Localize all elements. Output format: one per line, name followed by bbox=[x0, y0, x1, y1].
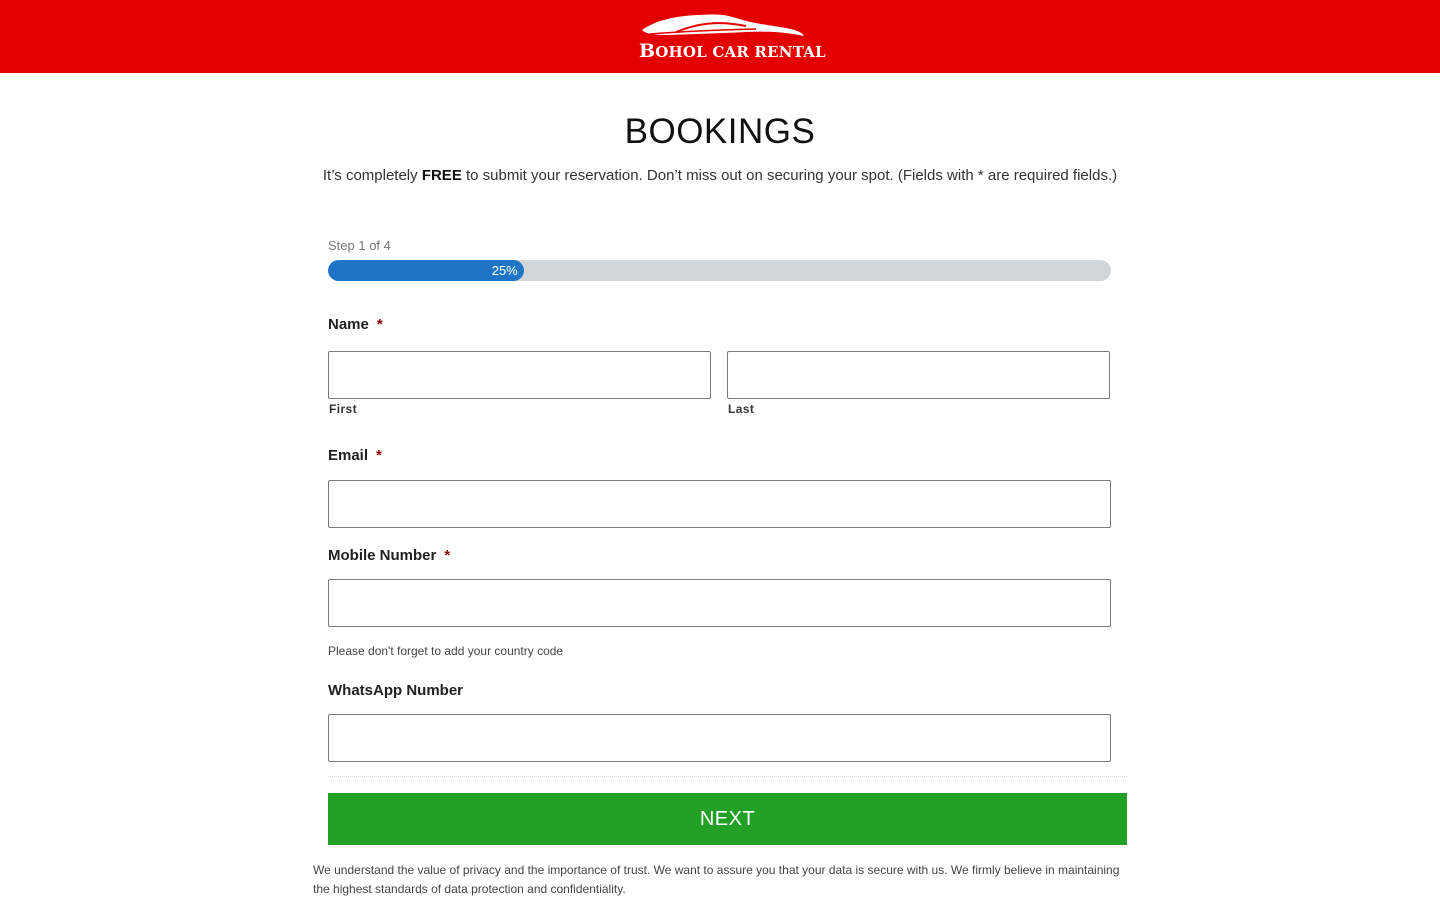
privacy-notice: We understand the value of privacy and the importance of trust. We want to assure you that your data is secure with us. We firmly believe in maintaining the highest standards of data protection and confidentiality. bbox=[313, 863, 1120, 896]
form-divider bbox=[328, 776, 1127, 777]
mobile-help-text: Please don't forget to add your country code bbox=[328, 644, 564, 658]
brand-name: BOHOL CAR RENTAL bbox=[639, 40, 826, 62]
free-emphasis: FREE bbox=[421, 167, 462, 184]
brand-logo[interactable] bbox=[636, 10, 826, 65]
email-input[interactable] bbox=[328, 480, 1111, 528]
email-label: Email * bbox=[328, 447, 382, 464]
required-mark: * bbox=[376, 316, 383, 333]
whatsapp-input[interactable] bbox=[328, 714, 1111, 762]
last-name-input[interactable] bbox=[727, 351, 1110, 399]
car-logo-icon bbox=[636, 10, 808, 44]
next-button[interactable]: NEXT bbox=[328, 793, 1127, 845]
whatsapp-label: WhatsApp Number bbox=[328, 682, 463, 699]
name-label: Name * bbox=[328, 316, 383, 333]
step-indicator: Step 1 of 4 bbox=[328, 238, 391, 253]
mobile-input[interactable] bbox=[328, 579, 1111, 627]
header-bar bbox=[0, 0, 1440, 73]
first-name-sublabel: First bbox=[329, 402, 358, 416]
required-mark: * bbox=[444, 547, 451, 564]
intro-text: It’s completely FREE to submit your reservation. Don’t miss out on securing your spot. (Fields with * are required fields.) bbox=[322, 167, 1118, 184]
progress-bar bbox=[328, 260, 1111, 281]
progress-fill: 25% bbox=[328, 260, 524, 281]
mobile-label: Mobile Number * bbox=[328, 547, 451, 564]
page-title: BOOKINGS bbox=[624, 112, 816, 151]
first-name-input[interactable] bbox=[328, 351, 711, 399]
required-mark: * bbox=[376, 447, 382, 464]
last-name-sublabel: Last bbox=[728, 402, 755, 416]
